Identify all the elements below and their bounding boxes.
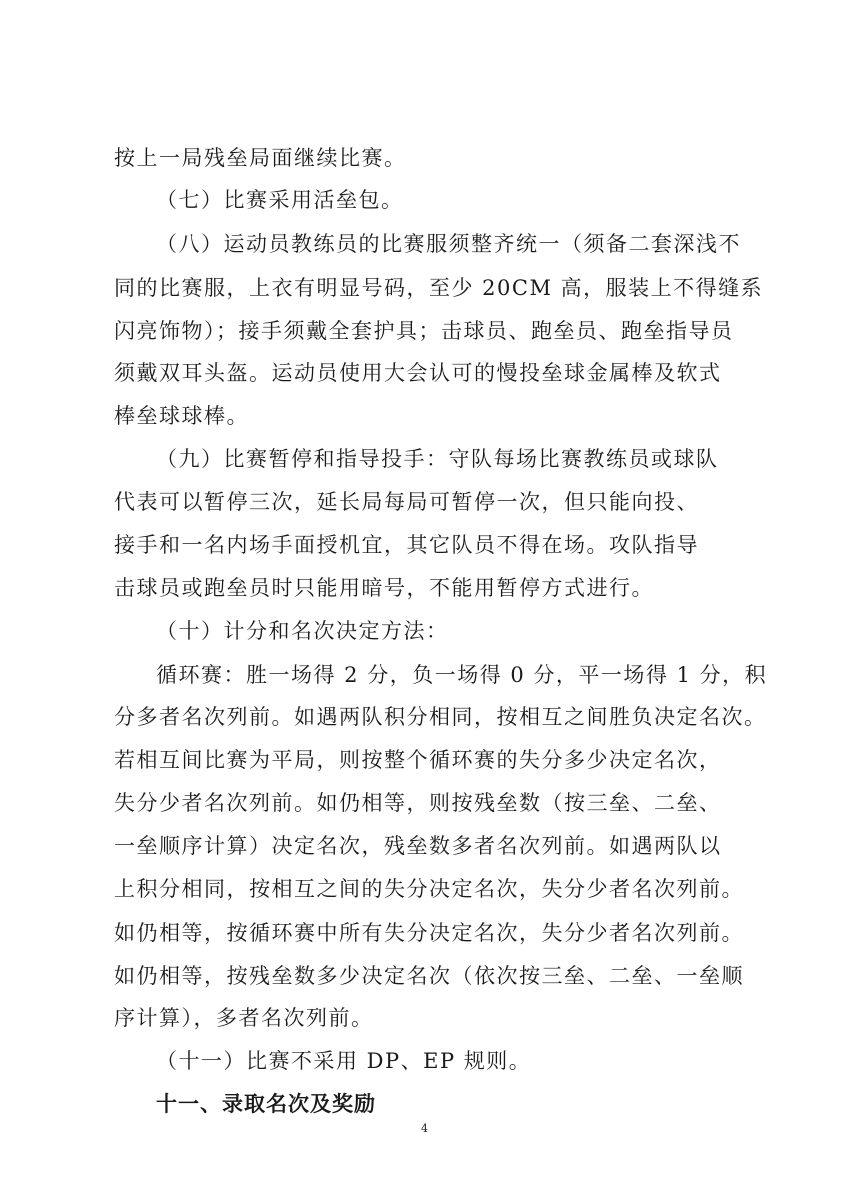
paragraph-line: 击球员或跑垒员时只能用暗号，不能用暂停方式进行。	[114, 576, 654, 600]
paragraph-line: 若相互间比赛为平局，则按整个循环赛的失分多少决定名次，	[114, 748, 722, 772]
paragraph-line: 按上一局残垒局面继续比赛。	[114, 146, 407, 170]
paragraph-line: （十）计分和名次决定方法：	[156, 619, 449, 643]
section-heading: 十一、录取名次及奖励	[156, 1092, 376, 1116]
paragraph-line: 如仍相等，按残垒数多少决定名次（依次按三垒、二垒、一垒顺	[114, 964, 744, 988]
paragraph-line: 一垒顺序计算）决定名次，残垒数多者名次列前。如遇两队以	[114, 834, 722, 858]
paragraph-line: 代表可以暂停三次，延长局每局可暂停一次，但只能向投、	[114, 490, 699, 514]
paragraph-line: 须戴双耳头盔。运动员使用大会认可的慢投垒球金属棒及软式	[114, 361, 722, 385]
paragraph-line: 序计算），多者名次列前。	[114, 1006, 374, 1030]
paragraph-line: （十一）比赛不采用 DP、EP 规则。	[156, 1049, 532, 1073]
paragraph-line: 如仍相等，按循环赛中所有失分决定名次，失分少者名次列前。	[114, 921, 744, 945]
paragraph-line: （八）运动员教练员的比赛服须整齐统一（须备二套深浅不	[156, 232, 741, 256]
paragraph-line: （九）比赛暂停和指导投手：守队每场比赛教练员或球队	[156, 447, 719, 471]
paragraph-line: 接手和一名内场手面授机宜，其它队员不得在场。攻队指导	[114, 533, 699, 557]
paragraph-line: 棒垒球球棒。	[114, 404, 249, 428]
paragraph-line: 分多者名次列前。如遇两队积分相同，按相互之间胜负决定名次。	[114, 705, 767, 729]
paragraph-line: 同的比赛服，上衣有明显号码，至少 20CM 高，服装上不得缝系	[114, 276, 764, 300]
page-number: 4	[421, 1122, 428, 1135]
paragraph-line: 闪亮饰物）；接手须戴全套护具；击球员、跑垒员、跑垒指导员	[114, 319, 734, 343]
paragraph-line: 循环赛：胜一场得 2 分，负一场得 0 分，平一场得 1 分，积	[156, 663, 768, 687]
paragraph-line: 上积分相同，按相互之间的失分决定名次，失分少者名次列前。	[114, 877, 744, 901]
paragraph-line: （七）比赛采用活垒包。	[156, 188, 404, 212]
paragraph-line: 失分少者名次列前。如仍相等，则按残垒数（按三垒、二垒、	[114, 791, 722, 815]
